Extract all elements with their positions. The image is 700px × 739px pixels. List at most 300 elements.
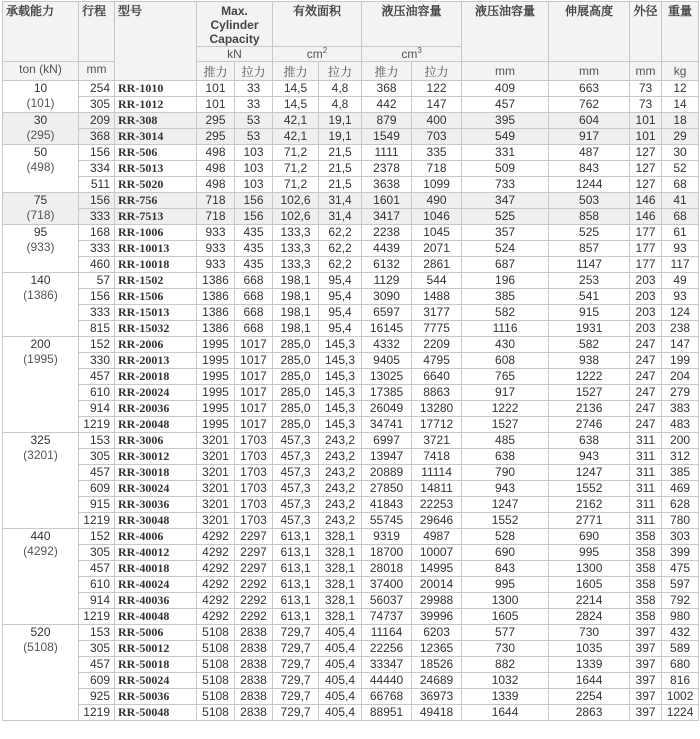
pull-cell: 1017 xyxy=(235,401,273,417)
model-cell: RR-50048 xyxy=(115,705,197,721)
pull-cell: 103 xyxy=(235,161,273,177)
weight-cell: 1002 xyxy=(662,689,699,705)
weight-cell: 303 xyxy=(662,529,699,545)
outer-diameter-cell: 247 xyxy=(630,369,662,385)
extended-height-cell: 663 xyxy=(549,81,630,97)
model-cell: RR-10013 xyxy=(115,241,197,257)
push-cell: 4292 xyxy=(197,529,235,545)
oil-capacity-header: 液压油容量 xyxy=(362,2,462,47)
oil-capacity-2-cell: 1032 xyxy=(462,673,549,689)
oil-push-cell: 6597 xyxy=(362,305,412,321)
table-row xyxy=(3,641,699,657)
oil-pull-cell: 1488 xyxy=(412,289,462,305)
capacity-cell xyxy=(3,113,79,145)
oil-pull-cell: 718 xyxy=(412,161,462,177)
weight-cell: 200 xyxy=(662,433,699,449)
oil-pull-subheader: 拉力 xyxy=(412,62,462,81)
capacity-kn: (498) xyxy=(26,160,55,174)
outer-diameter-cell: 146 xyxy=(630,193,662,209)
oil-capacity-2-cell: 1605 xyxy=(462,609,549,625)
oil-pull-cell: 1099 xyxy=(412,177,462,193)
table-row xyxy=(3,689,699,705)
oil-push-cell: 13947 xyxy=(362,449,412,465)
extended-height-cell: 690 xyxy=(549,529,630,545)
weight-cell: 52 xyxy=(662,161,699,177)
area-push-cell: 613,1 xyxy=(273,593,319,609)
table-row xyxy=(3,97,699,113)
table-row xyxy=(3,449,699,465)
weight-cell: 780 xyxy=(662,513,699,529)
extended-height-cell: 843 xyxy=(549,161,630,177)
pull-cell: 156 xyxy=(235,193,273,209)
capacity-ton: 140 xyxy=(30,273,51,287)
table-row xyxy=(3,177,699,193)
model-cell: RR-50036 xyxy=(115,689,197,705)
pull-cell: 1017 xyxy=(235,385,273,401)
oil-push-cell: 442 xyxy=(362,97,412,113)
weight-cell: 980 xyxy=(662,609,699,625)
pull-cell: 2838 xyxy=(235,673,273,689)
oil-capacity-2-cell: 582 xyxy=(462,305,549,321)
oil-pull-cell: 22253 xyxy=(412,497,462,513)
area-pull-cell: 243,2 xyxy=(319,481,362,497)
push-cell: 1386 xyxy=(197,289,235,305)
outer-diameter-cell: 73 xyxy=(630,81,662,97)
stroke-cell: 305 xyxy=(79,641,115,657)
area-pull-cell: 145,3 xyxy=(319,369,362,385)
extended-height-cell: 2214 xyxy=(549,593,630,609)
oil-capacity-2-cell: 577 xyxy=(462,625,549,641)
area-push-cell: 729,7 xyxy=(273,657,319,673)
oil-push-cell: 2238 xyxy=(362,225,412,241)
weight-cell: 312 xyxy=(662,449,699,465)
pull-cell: 1703 xyxy=(235,449,273,465)
area-push-cell: 133,3 xyxy=(273,241,319,257)
capacity-cell xyxy=(3,337,79,433)
stroke-cell: 330 xyxy=(79,353,115,369)
outer-diameter-cell: 358 xyxy=(630,609,662,625)
push-cell: 933 xyxy=(197,225,235,241)
pull-cell: 668 xyxy=(235,289,273,305)
area-push-cell: 729,7 xyxy=(273,689,319,705)
area-pull-cell: 21,5 xyxy=(319,145,362,161)
oil-push-cell: 9319 xyxy=(362,529,412,545)
pull-cell: 1703 xyxy=(235,497,273,513)
table-row xyxy=(3,401,699,417)
stroke-cell: 609 xyxy=(79,673,115,689)
pull-cell: 2297 xyxy=(235,561,273,577)
weight-cell: 628 xyxy=(662,497,699,513)
table-row xyxy=(3,417,699,433)
area-push-cell: 613,1 xyxy=(273,529,319,545)
model-cell: RR-30018 xyxy=(115,465,197,481)
oil-pull-cell: 490 xyxy=(412,193,462,209)
oil-capacity-2-cell: 917 xyxy=(462,385,549,401)
push-cell: 1386 xyxy=(197,305,235,321)
area-push-cell: 198,1 xyxy=(273,273,319,289)
stroke-cell: 152 xyxy=(79,337,115,353)
push-subheader: 推力 xyxy=(197,62,235,81)
area-push-cell: 457,3 xyxy=(273,481,319,497)
extended-height-cell: 2254 xyxy=(549,689,630,705)
capacity-kn: (3201) xyxy=(23,448,58,462)
outer-diameter-cell: 358 xyxy=(630,593,662,609)
stroke-cell: 333 xyxy=(79,209,115,225)
stroke-cell: 333 xyxy=(79,305,115,321)
table-row xyxy=(3,529,699,545)
table-row xyxy=(3,81,699,97)
pull-cell: 2292 xyxy=(235,577,273,593)
push-cell: 1995 xyxy=(197,417,235,433)
pull-cell: 2292 xyxy=(235,593,273,609)
oil-push-cell: 4332 xyxy=(362,337,412,353)
weight-cell: 475 xyxy=(662,561,699,577)
extended-height-cell: 1222 xyxy=(549,369,630,385)
table-row xyxy=(3,673,699,689)
table-row xyxy=(3,193,699,209)
area-pull-cell: 145,3 xyxy=(319,385,362,401)
area-push-cell: 14,5 xyxy=(273,97,319,113)
model-cell: RR-50012 xyxy=(115,641,197,657)
stroke-cell: 368 xyxy=(79,129,115,145)
outer-diameter-cell: 203 xyxy=(630,273,662,289)
push-cell: 101 xyxy=(197,97,235,113)
area-pull-cell: 19,1 xyxy=(319,113,362,129)
oil-capacity-2-cell: 790 xyxy=(462,465,549,481)
capacity-cell xyxy=(3,433,79,529)
model-cell: RR-1010 xyxy=(115,81,197,97)
oil-push-cell: 41843 xyxy=(362,497,412,513)
stroke-cell: 168 xyxy=(79,225,115,241)
area-pull-cell: 145,3 xyxy=(319,337,362,353)
capacity-header: 承载能力 xyxy=(3,2,79,62)
area-push-cell: 729,7 xyxy=(273,641,319,657)
table-row xyxy=(3,481,699,497)
area-push-cell: 71,2 xyxy=(273,177,319,193)
outer-diameter-cell: 73 xyxy=(630,97,662,113)
outer-diameter-cell: 146 xyxy=(630,209,662,225)
push-cell: 1386 xyxy=(197,273,235,289)
pull-cell: 156 xyxy=(235,209,273,225)
weight-cell: 469 xyxy=(662,481,699,497)
outer-diameter-cell: 311 xyxy=(630,449,662,465)
outer-diameter-cell: 247 xyxy=(630,337,662,353)
weight-cell: 199 xyxy=(662,353,699,369)
area-pull-cell: 328,1 xyxy=(319,529,362,545)
stroke-cell: 305 xyxy=(79,97,115,113)
pull-subheader: 拉力 xyxy=(235,62,273,81)
oil-pull-cell: 4987 xyxy=(412,529,462,545)
oil-push-cell: 33347 xyxy=(362,657,412,673)
weight-cell: 93 xyxy=(662,241,699,257)
oil-pull-cell: 29988 xyxy=(412,593,462,609)
outer-diameter-cell: 358 xyxy=(630,577,662,593)
outer-diameter-cell: 397 xyxy=(630,673,662,689)
extended-height-cell: 858 xyxy=(549,209,630,225)
push-cell: 3201 xyxy=(197,465,235,481)
extended-height-cell: 1035 xyxy=(549,641,630,657)
extended-height-cell: 1605 xyxy=(549,577,630,593)
table-row xyxy=(3,305,699,321)
max-capacity-unit: kN xyxy=(197,47,273,62)
stroke-cell: 305 xyxy=(79,545,115,561)
pull-cell: 103 xyxy=(235,145,273,161)
extended-height-cell: 995 xyxy=(549,545,630,561)
push-cell: 4292 xyxy=(197,577,235,593)
weight-cell: 383 xyxy=(662,401,699,417)
oil-capacity-2-cell: 882 xyxy=(462,657,549,673)
stroke-cell: 305 xyxy=(79,449,115,465)
extended-height-cell: 1644 xyxy=(549,673,630,689)
stroke-cell: 610 xyxy=(79,385,115,401)
oil-push-cell: 3638 xyxy=(362,177,412,193)
area-pull-cell: 21,5 xyxy=(319,161,362,177)
capacity-cell xyxy=(3,193,79,225)
push-cell: 4292 xyxy=(197,545,235,561)
capacity-ton: 325 xyxy=(30,433,51,447)
oil-capacity-2-cell: 1339 xyxy=(462,689,549,705)
outer-diameter-cell: 358 xyxy=(630,529,662,545)
push-cell: 4292 xyxy=(197,593,235,609)
oil-push-cell: 1601 xyxy=(362,193,412,209)
oil-capacity-2-header: 液压油容量 xyxy=(462,2,549,62)
weight-cell: 483 xyxy=(662,417,699,433)
push-cell: 933 xyxy=(197,257,235,273)
outer-diameter-cell: 247 xyxy=(630,353,662,369)
oil-capacity-2-cell: 1247 xyxy=(462,497,549,513)
area-pull-cell: 405,4 xyxy=(319,641,362,657)
capacity-ton: 440 xyxy=(30,529,51,543)
model-cell: RR-15013 xyxy=(115,305,197,321)
capacity-ton: 75 xyxy=(33,193,48,207)
table-row xyxy=(3,545,699,561)
pull-cell: 2838 xyxy=(235,641,273,657)
stroke-cell: 334 xyxy=(79,161,115,177)
capacity-kn: (718) xyxy=(26,208,55,222)
extended-height-cell: 1339 xyxy=(549,657,630,673)
area-pull-cell: 62,2 xyxy=(319,225,362,241)
oil-pull-cell: 703 xyxy=(412,129,462,145)
oil-push-cell: 26049 xyxy=(362,401,412,417)
model-cell: RR-50018 xyxy=(115,657,197,673)
table-row xyxy=(3,369,699,385)
extended-height-cell: 2824 xyxy=(549,609,630,625)
area-pull-cell: 328,1 xyxy=(319,561,362,577)
oil-capacity-2-cell: 347 xyxy=(462,193,549,209)
outer-diameter-unit: mm xyxy=(630,62,662,81)
area-push-cell: 729,7 xyxy=(273,705,319,721)
extended-height-cell: 2136 xyxy=(549,401,630,417)
weight-cell: 68 xyxy=(662,209,699,225)
oil-pull-cell: 17712 xyxy=(412,417,462,433)
oil-capacity-2-cell: 1300 xyxy=(462,593,549,609)
capacity-cell xyxy=(3,529,79,625)
weight-cell: 1224 xyxy=(662,705,699,721)
weight-cell: 18 xyxy=(662,113,699,129)
table-row xyxy=(3,561,699,577)
weight-cell: 385 xyxy=(662,465,699,481)
pull-cell: 53 xyxy=(235,113,273,129)
pull-cell: 33 xyxy=(235,97,273,113)
stroke-header: 行程 xyxy=(79,2,115,62)
oil-push-cell: 20889 xyxy=(362,465,412,481)
area-push-cell: 133,3 xyxy=(273,257,319,273)
model-cell: RR-308 xyxy=(115,113,197,129)
stroke-cell: 333 xyxy=(79,241,115,257)
oil-push-cell: 1111 xyxy=(362,145,412,161)
oil-capacity-2-cell: 549 xyxy=(462,129,549,145)
push-cell: 5108 xyxy=(197,689,235,705)
oil-pull-cell: 14811 xyxy=(412,481,462,497)
header-row xyxy=(3,2,699,47)
pull-cell: 2838 xyxy=(235,705,273,721)
model-cell: RR-40018 xyxy=(115,561,197,577)
oil-pull-cell: 122 xyxy=(412,81,462,97)
area-pull-cell: 95,4 xyxy=(319,289,362,305)
extended-height-cell: 541 xyxy=(549,289,630,305)
table-row xyxy=(3,273,699,289)
area-pull-cell: 95,4 xyxy=(319,321,362,337)
extended-height-cell: 943 xyxy=(549,449,630,465)
area-pull-cell: 95,4 xyxy=(319,305,362,321)
spec-table-body xyxy=(3,81,699,721)
table-row xyxy=(3,513,699,529)
outer-diameter-cell: 311 xyxy=(630,513,662,529)
area-pull-cell: 243,2 xyxy=(319,433,362,449)
oil-capacity-2-cell: 608 xyxy=(462,353,549,369)
stroke-cell: 815 xyxy=(79,321,115,337)
push-cell: 3201 xyxy=(197,513,235,529)
model-cell: RR-3006 xyxy=(115,433,197,449)
model-cell: RR-20036 xyxy=(115,401,197,417)
stroke-cell: 457 xyxy=(79,465,115,481)
stroke-cell: 914 xyxy=(79,593,115,609)
oil-pull-cell: 20014 xyxy=(412,577,462,593)
outer-diameter-cell: 177 xyxy=(630,257,662,273)
stroke-cell: 153 xyxy=(79,625,115,641)
pull-cell: 668 xyxy=(235,305,273,321)
extended-height-cell: 487 xyxy=(549,145,630,161)
model-cell: RR-5013 xyxy=(115,161,197,177)
oil-pull-cell: 10007 xyxy=(412,545,462,561)
oil-capacity-2-cell: 528 xyxy=(462,529,549,545)
oil-capacity-2-cell: 524 xyxy=(462,241,549,257)
outer-diameter-cell: 397 xyxy=(630,625,662,641)
weight-cell: 432 xyxy=(662,625,699,641)
oil-capacity-2-cell: 943 xyxy=(462,481,549,497)
stroke-cell: 460 xyxy=(79,257,115,273)
pull-cell: 2838 xyxy=(235,689,273,705)
oil-push-cell: 28018 xyxy=(362,561,412,577)
model-cell: RR-40024 xyxy=(115,577,197,593)
area-unit-base: cm xyxy=(306,47,323,61)
area-push-cell: 42,1 xyxy=(273,129,319,145)
model-cell: RR-20013 xyxy=(115,353,197,369)
table-row xyxy=(3,609,699,625)
extended-height-cell: 938 xyxy=(549,353,630,369)
weight-cell: 589 xyxy=(662,641,699,657)
weight-cell: 49 xyxy=(662,273,699,289)
table-row xyxy=(3,337,699,353)
extended-height-cell: 2863 xyxy=(549,705,630,721)
oil-push-cell: 18700 xyxy=(362,545,412,561)
pull-cell: 435 xyxy=(235,241,273,257)
outer-diameter-cell: 203 xyxy=(630,305,662,321)
weight-header: 重量 xyxy=(662,2,699,62)
area-push-cell: 198,1 xyxy=(273,289,319,305)
oil-pull-cell: 3177 xyxy=(412,305,462,321)
area-pull-cell: 62,2 xyxy=(319,241,362,257)
table-row xyxy=(3,433,699,449)
outer-diameter-cell: 247 xyxy=(630,385,662,401)
area-pull-cell: 405,4 xyxy=(319,689,362,705)
subheader-row xyxy=(3,62,699,81)
oil-push-cell: 6132 xyxy=(362,257,412,273)
area-push-cell: 102,6 xyxy=(273,209,319,225)
stroke-cell: 156 xyxy=(79,145,115,161)
oil-unit-exponent: 3 xyxy=(417,46,422,55)
oil-capacity-2-cell: 196 xyxy=(462,273,549,289)
push-cell: 3201 xyxy=(197,449,235,465)
oil-pull-cell: 39996 xyxy=(412,609,462,625)
oil-push-subheader: 推力 xyxy=(362,62,412,81)
area-push-cell: 613,1 xyxy=(273,577,319,593)
oil-capacity-2-cell: 409 xyxy=(462,81,549,97)
push-cell: 1995 xyxy=(197,369,235,385)
oil-push-cell: 66768 xyxy=(362,689,412,705)
pull-cell: 1017 xyxy=(235,369,273,385)
oil-pull-cell: 1046 xyxy=(412,209,462,225)
oil-pull-cell: 8863 xyxy=(412,385,462,401)
table-row xyxy=(3,209,699,225)
oil-push-cell: 17385 xyxy=(362,385,412,401)
extended-height-cell: 762 xyxy=(549,97,630,113)
oil-push-cell: 37400 xyxy=(362,577,412,593)
capacity-kn: (1995) xyxy=(23,352,58,366)
model-cell: RR-5006 xyxy=(115,625,197,641)
stroke-cell: 457 xyxy=(79,657,115,673)
oil-capacity-2-cell: 385 xyxy=(462,289,549,305)
push-cell: 5108 xyxy=(197,705,235,721)
pull-cell: 1017 xyxy=(235,353,273,369)
oil-pull-cell: 4795 xyxy=(412,353,462,369)
model-cell: RR-1506 xyxy=(115,289,197,305)
oil-pull-cell: 1045 xyxy=(412,225,462,241)
weight-cell: 399 xyxy=(662,545,699,561)
capacity-cell xyxy=(3,273,79,337)
pull-cell: 1017 xyxy=(235,417,273,433)
model-cell: RR-20018 xyxy=(115,369,197,385)
capacity-ton: 520 xyxy=(30,625,51,639)
area-push-cell: 457,3 xyxy=(273,449,319,465)
stroke-cell: 57 xyxy=(79,273,115,289)
push-cell: 295 xyxy=(197,129,235,145)
push-cell: 1995 xyxy=(197,337,235,353)
stroke-cell: 457 xyxy=(79,561,115,577)
oil-pull-cell: 2209 xyxy=(412,337,462,353)
area-unit xyxy=(273,47,362,62)
area-pull-cell: 328,1 xyxy=(319,609,362,625)
pull-cell: 1017 xyxy=(235,337,273,353)
oil-push-cell: 1549 xyxy=(362,129,412,145)
oil-push-cell: 34741 xyxy=(362,417,412,433)
weight-cell: 124 xyxy=(662,305,699,321)
oil-capacity-2-cell: 485 xyxy=(462,433,549,449)
outer-diameter-header: 外径 xyxy=(630,2,662,62)
effective-area-header: 有效面积 xyxy=(273,2,362,47)
area-pull-cell: 4,8 xyxy=(319,97,362,113)
outer-diameter-cell: 397 xyxy=(630,657,662,673)
